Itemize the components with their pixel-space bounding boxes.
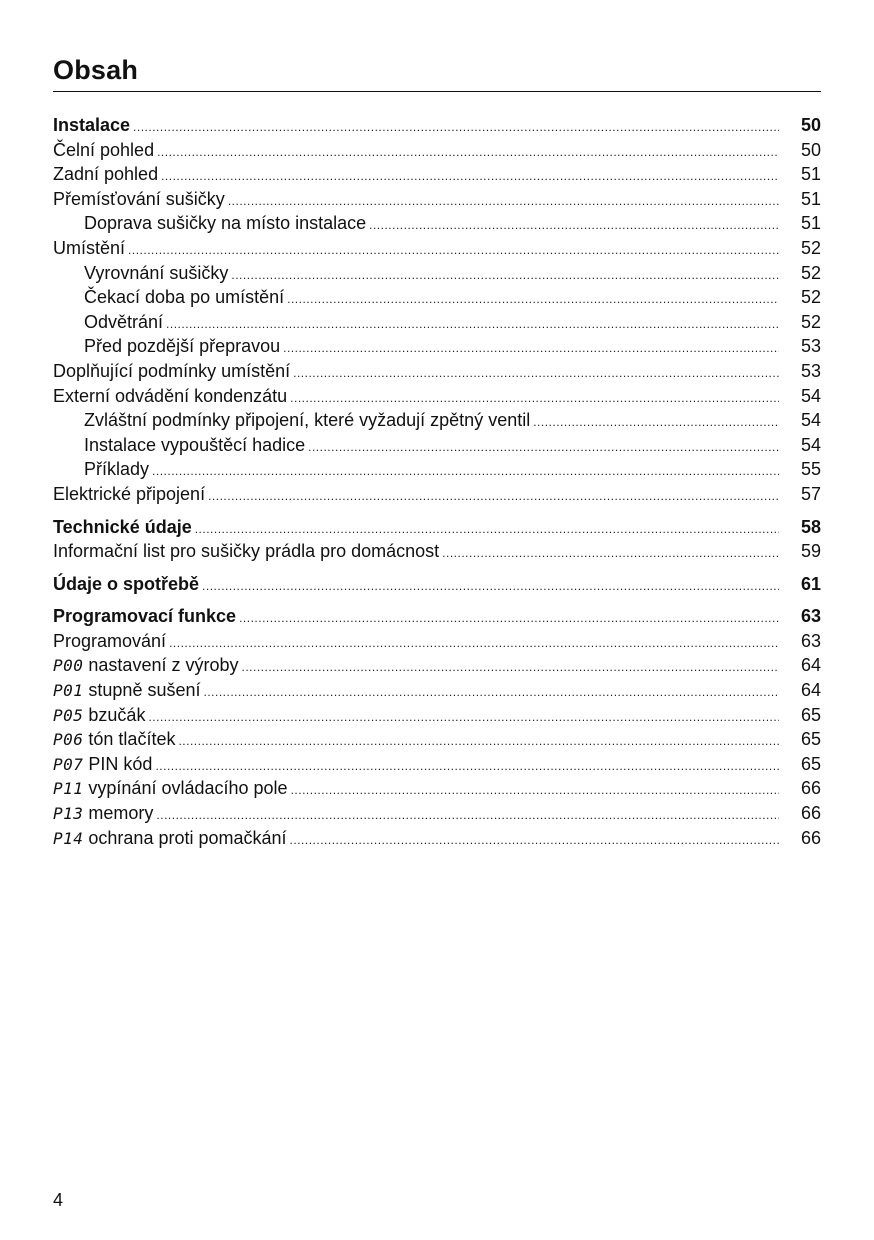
toc-dot-leader [166, 312, 779, 337]
toc-dot-leader [293, 361, 779, 386]
toc-entry-label-wrap [53, 285, 284, 310]
toc-entry-label-wrap [53, 801, 153, 827]
toc-entry[interactable]: Čelní pohled ..... 50 [53, 138, 821, 163]
toc-entry-label-wrap [53, 539, 439, 564]
toc-entry-code: P00 [53, 656, 84, 676]
toc-dot-leader [287, 287, 779, 312]
toc-dot-leader [241, 655, 779, 680]
toc-entry-label: Doplňující podmínky umístění [53, 360, 291, 381]
toc-entry[interactable]: Doplňující podmínky umístění ..... 53 [53, 359, 821, 384]
toc-entry[interactable]: Instalace ..... 50 [53, 113, 821, 138]
toc-entry-label-wrap [53, 572, 199, 597]
toc-entry[interactable]: Programování ..... 63 [53, 629, 821, 654]
toc-entry-label-wrap [53, 826, 287, 852]
toc-entry[interactable]: Instalace vypouštěcí hadice ..... 54 [53, 433, 821, 458]
toc-dot-leader [290, 386, 779, 411]
toc-entry[interactable]: Příklady ..... 55 [53, 457, 821, 482]
toc-entry[interactable]: Informační list pro sušičky prádla pro domácnost ..... 59 [53, 539, 821, 564]
toc-entry-label-wrap [53, 211, 366, 236]
toc-entry-label: ochrana proti pomačkání [88, 827, 287, 848]
toc-entry-label: nastavení z výroby [88, 655, 239, 676]
toc-entry-code: P07 [53, 754, 84, 774]
toc-dot-leader [152, 459, 779, 484]
toc-dot-leader [169, 631, 779, 656]
toc-entry[interactable]: P11 vypínání ovládacího pole ..... 66 [53, 776, 821, 801]
toc-entry[interactable]: P06 tón tlačítek ..... 65 [53, 727, 821, 752]
toc-entry-code: P05 [53, 705, 84, 725]
toc-entry-label-wrap [53, 482, 205, 507]
toc-entry-label-wrap [53, 457, 149, 482]
toc-entry-label-wrap [53, 261, 228, 286]
toc-entry-label: Před pozdější přepravou [84, 336, 281, 357]
toc-entry-label: Technické údaje [53, 516, 192, 537]
toc-entry-label-wrap [53, 359, 290, 384]
toc-dot-leader [178, 729, 779, 754]
toc-entry-label: bzučák [88, 704, 146, 725]
toc-entry-label-wrap [53, 752, 152, 778]
toc-entry-label: Doprava sušičky na místo instalace [84, 213, 367, 234]
toc-entry-label: Zvláštní podmínky připojení, které vyžadují zpětný ventil [84, 410, 531, 431]
toc-entry-label-wrap [53, 334, 280, 359]
toc-entry-label-wrap [53, 678, 200, 704]
toc-entry-label-wrap [53, 604, 236, 629]
toc-entry-label: Instalace vypouštěcí hadice [84, 434, 306, 455]
toc-entry-label: stupně sušení [88, 680, 201, 701]
toc-entry[interactable]: P14 ochrana proti pomačkání ..... 66 [53, 826, 821, 851]
toc-entry-label-wrap [53, 703, 145, 729]
toc-entry-label-wrap [53, 384, 287, 409]
toc-entry-label: Příklady [84, 459, 150, 480]
toc-entry-label-wrap [53, 113, 130, 138]
toc-dot-leader [203, 680, 779, 705]
toc-entry-label: PIN kód [88, 753, 153, 774]
toc-entry-code: P11 [53, 779, 84, 799]
toc-dot-leader [228, 189, 779, 214]
toc-entry-code: P13 [53, 804, 84, 824]
toc-dot-leader [133, 115, 779, 140]
title-divider [53, 91, 821, 92]
toc-dot-leader [231, 263, 779, 288]
toc-entry-code: P14 [53, 828, 84, 848]
toc-dot-leader [308, 435, 779, 460]
toc-entry-label-wrap [53, 236, 125, 261]
toc-entry-label: Údaje o spotřebě [53, 573, 200, 594]
toc-dot-leader [155, 754, 779, 779]
toc-entry[interactable]: Zvláštní podmínky připojení, které vyžadují zpětný ventil ..... 54 [53, 408, 821, 433]
toc-entry[interactable]: Elektrické připojení ..... 57 [53, 482, 821, 507]
page-number: 4 [53, 1190, 64, 1210]
toc-entry-label: Odvětrání [84, 311, 164, 332]
toc-entry[interactable]: Odvětrání ..... 52 [53, 310, 821, 335]
toc-entry[interactable]: Technické údaje ..... 58 [53, 515, 821, 540]
toc-entry[interactable]: Umístění ..... 52 [53, 236, 821, 261]
toc-entry[interactable]: Doprava sušičky na místo instalace ..... 51 [53, 211, 821, 236]
toc-entry-label-wrap [53, 310, 163, 335]
toc-entry[interactable]: Zadní pohled ..... 51 [53, 162, 821, 187]
toc-dot-leader [157, 140, 779, 165]
toc-entry-label-wrap [53, 162, 158, 187]
toc-entry-code: P01 [53, 681, 84, 701]
toc-entry[interactable]: P05 bzučák ..... 65 [53, 703, 821, 728]
toc-entry-label-wrap [53, 727, 175, 753]
toc-entry-label: Elektrické připojení [53, 483, 206, 504]
toc-entry-label: tón tlačítek [88, 729, 176, 750]
toc-entry-label-wrap [53, 776, 288, 802]
toc-entry-label-wrap [53, 138, 154, 163]
toc-dot-leader [156, 803, 779, 828]
page-title: Obsah [53, 55, 139, 85]
toc-entry-label: Vyrovnání sušičky [84, 262, 229, 283]
toc-dot-leader [208, 484, 779, 509]
toc-entry-label: Externí odvádění kondenzátu [53, 385, 288, 406]
table-of-contents [53, 113, 821, 850]
toc-entry[interactable]: Údaje o spotřebě ..... 61 [53, 572, 821, 597]
toc-entry[interactable]: P07 PIN kód ..... 65 [53, 752, 821, 777]
toc-entry[interactable]: Přemísťování sušičky ..... 51 [53, 187, 821, 212]
toc-entry[interactable]: P13 memory ..... 66 [53, 801, 821, 826]
toc-dot-leader [283, 336, 779, 361]
toc-dot-leader [195, 517, 779, 542]
toc-dot-leader [128, 238, 779, 263]
toc-entry[interactable]: P00 nastavení z výroby ..... 64 [53, 653, 821, 678]
toc-entry-label: vypínání ovládacího pole [88, 778, 288, 799]
toc-entry-code: P06 [53, 730, 84, 750]
toc-dot-leader [239, 606, 779, 631]
toc-entry-label-wrap [53, 515, 192, 540]
toc-entry-label: Zadní pohled [53, 164, 159, 185]
toc-entry-label: Přemísťování sušičky [53, 188, 225, 209]
toc-dot-leader [369, 213, 779, 238]
toc-dot-leader [291, 778, 779, 803]
toc-entry-label: Programovací funkce [53, 606, 237, 627]
toc-entry-label: Instalace [53, 115, 131, 135]
toc-entry-label: Programování [53, 630, 167, 651]
toc-dot-leader [161, 164, 779, 189]
toc-dot-leader [533, 410, 779, 435]
toc-entry-label: Čekací doba po umístění [84, 287, 285, 308]
toc-entry-label-wrap [53, 408, 530, 433]
toc-entry-label: memory [88, 803, 154, 824]
toc-entry-label-wrap [53, 433, 305, 458]
toc-entry[interactable]: Před pozdější přepravou ..... 53 [53, 334, 821, 359]
toc-entry-label: Čelní pohled [53, 139, 155, 160]
toc-dot-leader [442, 541, 779, 566]
toc-entry-label: Umístění [53, 237, 126, 258]
toc-entry-label: Informační list pro sušičky prádla pro domácnost [53, 541, 440, 562]
toc-entry-label-wrap [53, 629, 166, 654]
toc-entry[interactable]: P01 stupně sušení ..... 64 [53, 678, 821, 703]
toc-entry-label-wrap [53, 187, 225, 212]
toc-entry[interactable]: Externí odvádění kondenzátu ..... 54 [53, 384, 821, 409]
toc-entry-label-wrap [53, 653, 238, 679]
toc-entry[interactable]: Vyrovnání sušičky ..... 52 [53, 261, 821, 286]
toc-entry[interactable]: Čekací doba po umístění ..... 52 [53, 285, 821, 310]
toc-dot-leader [148, 705, 779, 730]
toc-dot-leader [202, 574, 779, 599]
toc-dot-leader [290, 828, 779, 853]
toc-entry[interactable]: Programovací funkce ..... 63 [53, 604, 821, 629]
